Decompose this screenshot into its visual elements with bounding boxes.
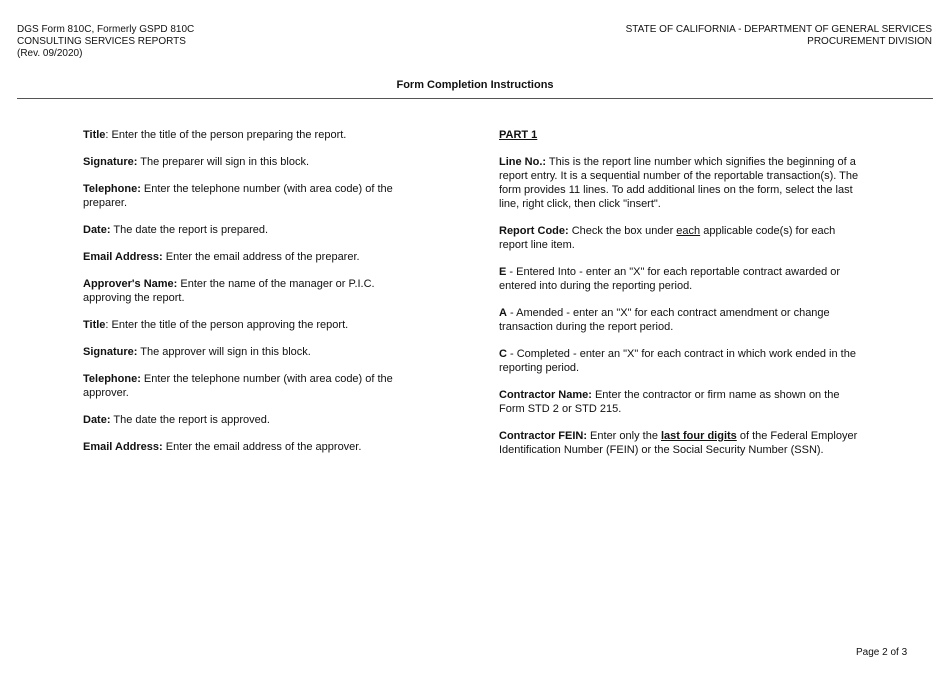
instruction-label: Line No.:	[499, 156, 547, 168]
page-title: Form Completion Instructions	[396, 79, 554, 91]
code-letter: A	[499, 307, 507, 319]
instruction-text: Enter the email address of the approver.	[162, 441, 362, 453]
form-revision: (Rev. 09/2020)	[17, 48, 83, 59]
instruction-text: Enter the telephone number (with area code) of the preparer.	[83, 183, 393, 209]
instruction-text: : Enter the title of the person approving the report.	[105, 319, 349, 331]
agency-name: STATE OF CALIFORNIA - DEPARTMENT OF GENERAL SERVICES	[625, 24, 932, 35]
instruction-label: Contractor FEIN:	[499, 430, 587, 442]
header-divider	[17, 98, 933, 99]
instruction-label: Email Address:	[83, 251, 163, 263]
instruction-text: The date the report is prepared.	[110, 224, 269, 236]
instruction-label: Title	[83, 129, 106, 141]
instruction-item	[83, 277, 413, 305]
code-description: - Amended - enter an "X" for each contract amendment or change transaction during the report period.	[499, 307, 830, 333]
instruction-label: Approver's Name:	[83, 278, 178, 290]
contractor-name-instruction	[499, 388, 865, 416]
preparer-approver-instructions	[83, 128, 413, 467]
form-name: CONSULTING SERVICES REPORTS	[17, 36, 186, 47]
instruction-text: applicable code(s) for each report line item.	[499, 225, 836, 251]
instruction-item	[83, 155, 413, 169]
instruction-label: Telephone:	[83, 373, 141, 385]
instruction-item	[83, 318, 413, 332]
instruction-label: Contractor Name:	[499, 389, 592, 401]
code-completed	[499, 347, 865, 375]
part1-heading: PART 1	[499, 129, 538, 141]
instruction-text: of the Federal Employer Identification Number (FEIN) or the Social Security Number (SSN).	[499, 430, 858, 456]
instruction-text: This is the report line number which signifies the beginning of a report entry. It is a sequential number of the reportable transaction(s). The form provides 11 lines. To add additional lines on the form, select the last line, right click, then click "insert".	[499, 156, 859, 210]
instruction-label: Report Code:	[499, 225, 569, 237]
instruction-label: Date:	[83, 414, 111, 426]
instruction-text: Enter the telephone number (with area code) of the approver.	[83, 373, 393, 399]
instruction-item	[83, 440, 413, 454]
line-no-instruction	[499, 155, 865, 211]
instruction-item	[83, 250, 413, 264]
code-description: - Entered Into - enter an "X" for each reportable contract awarded or entered into during the reporting period.	[499, 266, 841, 292]
instruction-text: The date the report is approved.	[110, 414, 270, 426]
instruction-item	[83, 182, 413, 210]
instruction-item	[83, 223, 413, 237]
instruction-text: The approver will sign in this block.	[137, 346, 311, 358]
instruction-label: Title	[83, 319, 106, 331]
instruction-text: Enter only the	[587, 430, 661, 442]
contractor-fein-instruction	[499, 429, 865, 457]
instruction-label: Date:	[83, 224, 111, 236]
page-number: Page 2 of 3	[856, 647, 908, 658]
code-letter: E	[499, 266, 507, 278]
instruction-item	[83, 372, 413, 400]
code-amended	[499, 306, 865, 334]
emphasis-each: each	[676, 225, 701, 237]
form-identifier	[17, 24, 194, 60]
instruction-text: Enter the contractor or firm name as shown on the Form STD 2 or STD 215.	[499, 389, 840, 415]
code-letter: C	[499, 348, 507, 360]
instruction-text: Check the box under	[568, 225, 677, 237]
instruction-text: Enter the email address of the preparer.	[162, 251, 360, 263]
code-entered-into	[499, 265, 865, 293]
part1-instructions	[499, 128, 865, 470]
instruction-text: The preparer will sign in this block.	[137, 156, 310, 168]
division-name: PROCUREMENT DIVISION	[807, 36, 932, 47]
emphasis-last-four-digits: last four digits	[661, 430, 737, 442]
instruction-text: : Enter the title of the person preparing the report.	[105, 129, 347, 141]
form-id: DGS Form 810C, Formerly GSPD 810C	[17, 24, 195, 35]
instruction-item	[83, 345, 413, 359]
instruction-label: Signature:	[83, 156, 138, 168]
code-description: - Completed - enter an "X" for each contract in which work ended in the reporting period.	[499, 348, 856, 374]
instruction-item	[83, 128, 413, 142]
report-code-instruction	[499, 224, 865, 252]
instruction-label: Telephone:	[83, 183, 141, 195]
agency-block	[626, 24, 932, 48]
instruction-item	[83, 413, 413, 427]
instruction-label: Signature:	[83, 346, 138, 358]
instruction-label: Email Address:	[83, 441, 163, 453]
instruction-text: Enter the name of the manager or P.I.C. approving the report.	[83, 278, 375, 304]
